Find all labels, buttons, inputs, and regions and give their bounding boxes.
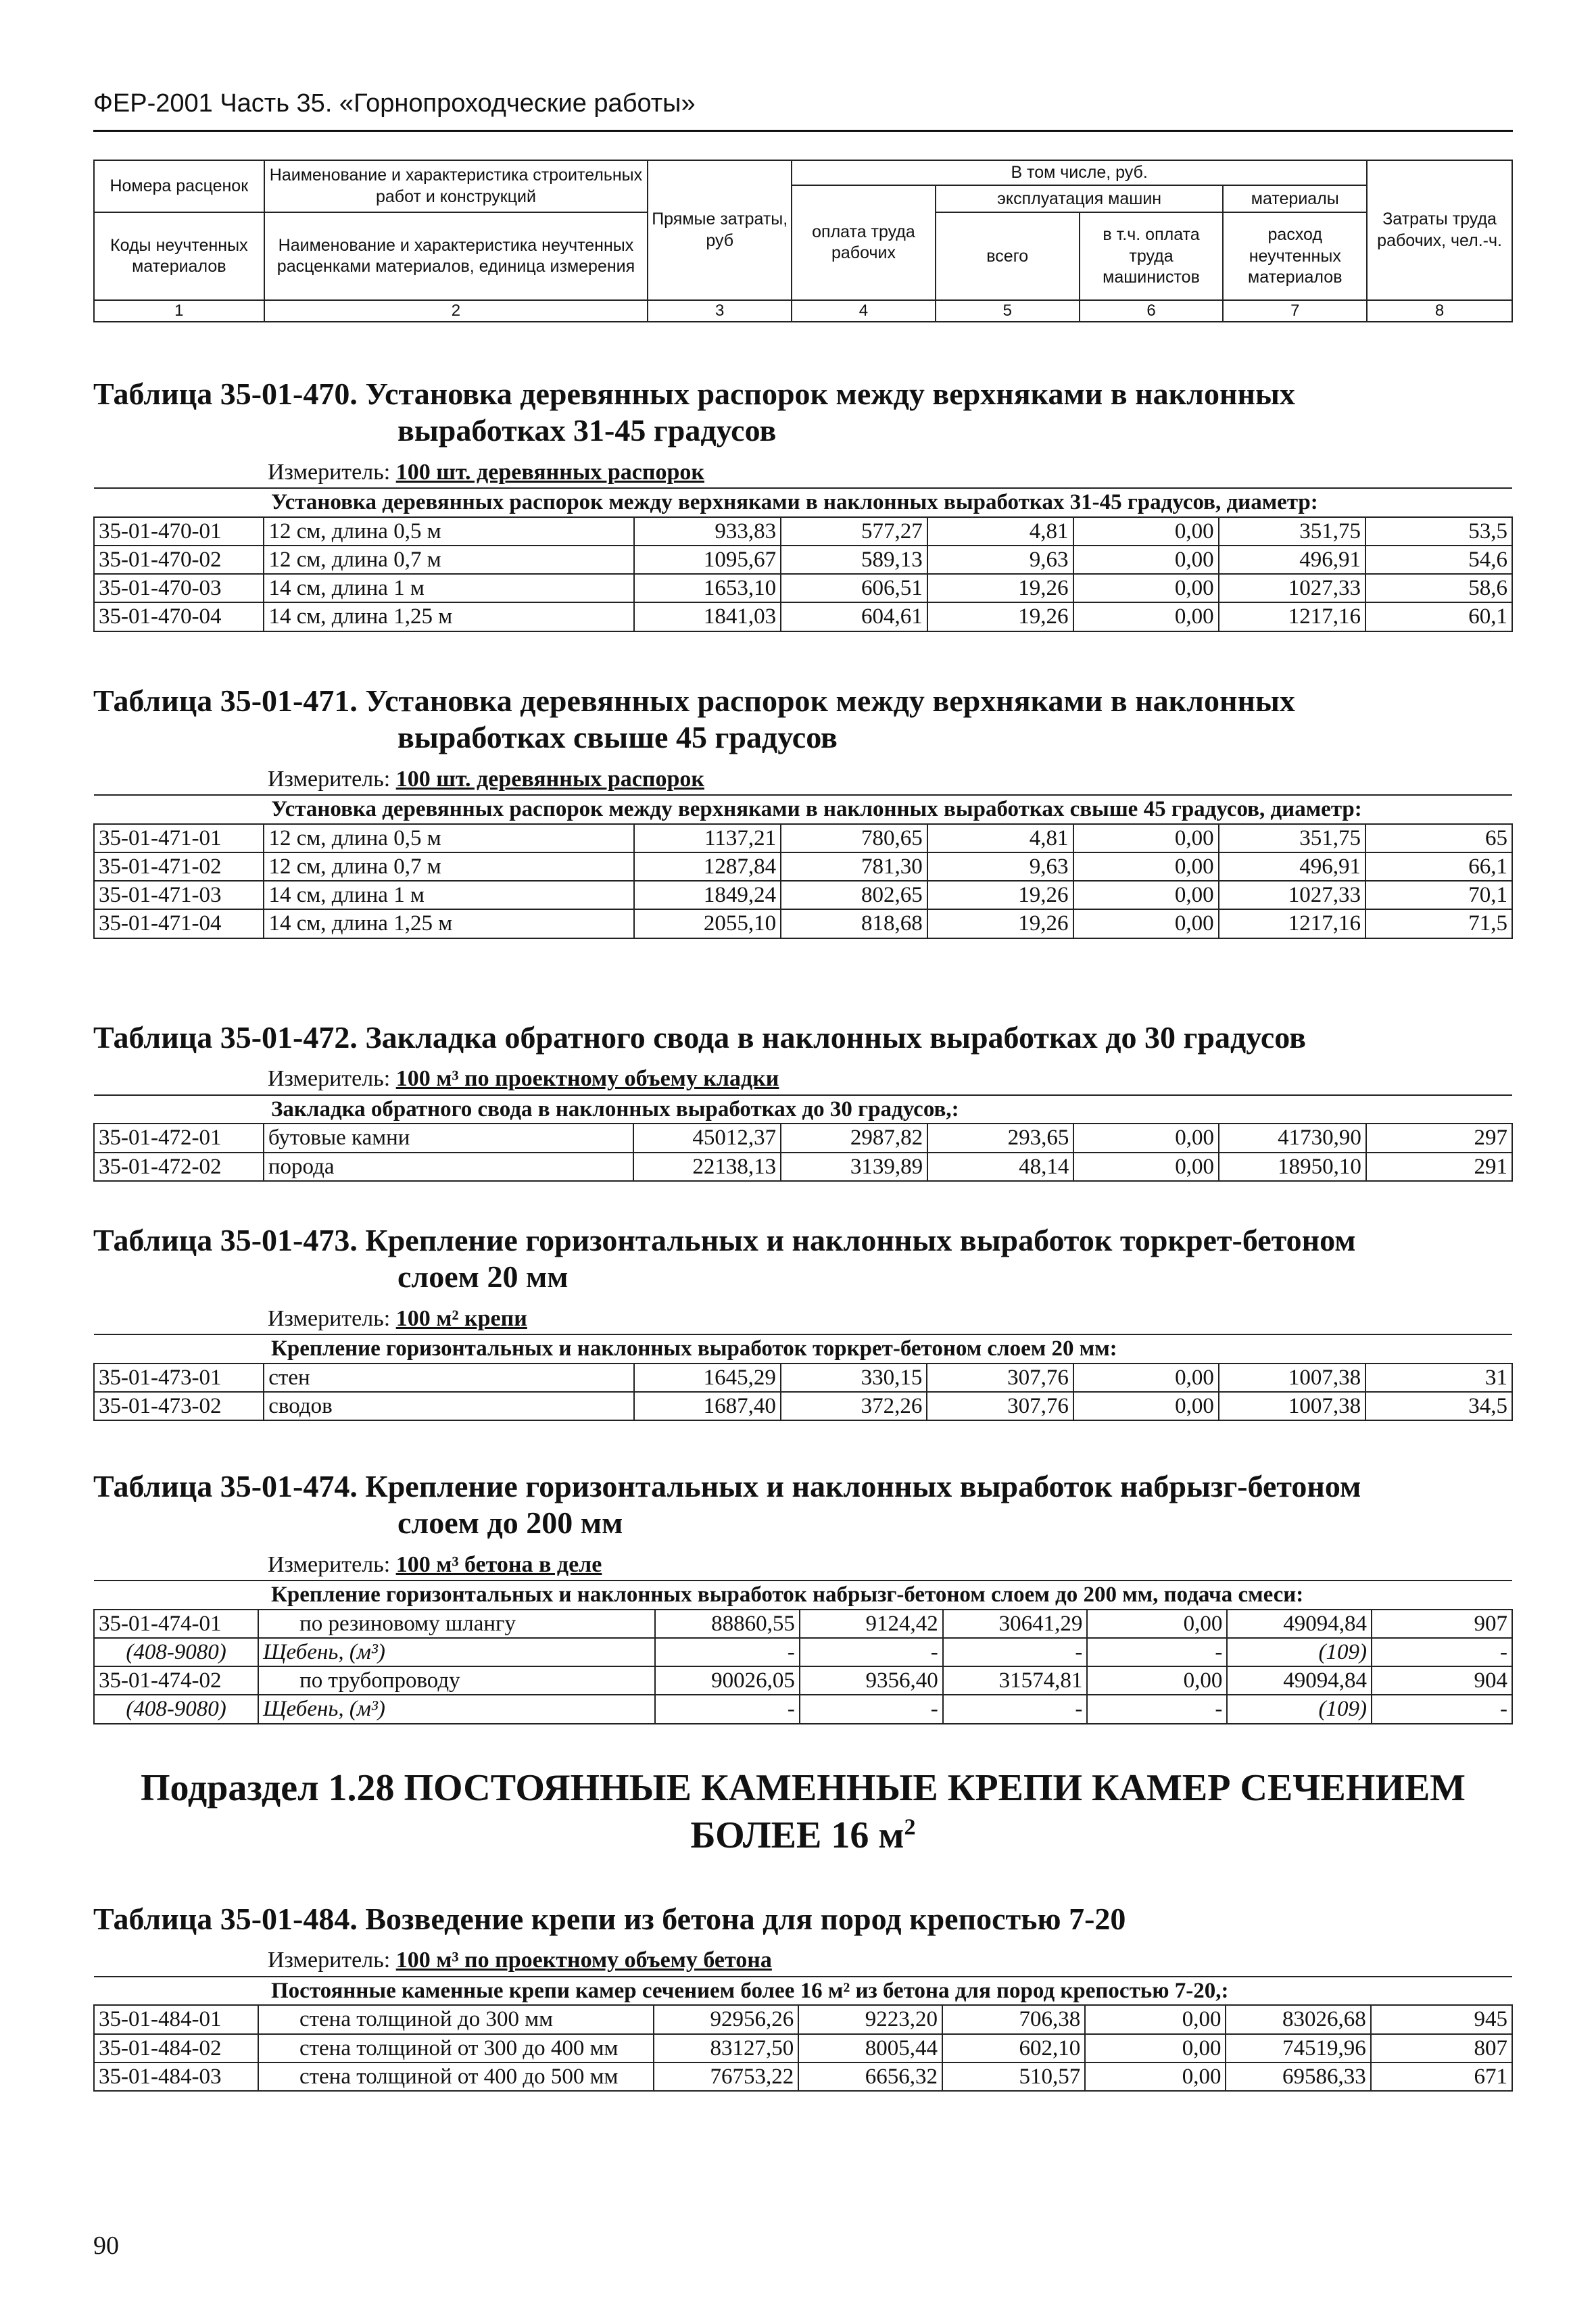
cell: стена толщиной от 300 до 400 мм — [258, 2034, 654, 2062]
cell: 35-01-484-01 — [94, 2005, 258, 2033]
subsection-line2 — [93, 1812, 1513, 1859]
measure-label: Измеритель: — [268, 766, 396, 792]
measure-line — [268, 1065, 1513, 1093]
col-num: 1 — [94, 300, 264, 322]
table-row — [94, 881, 1512, 909]
cell: 1027,33 — [1219, 881, 1365, 909]
cell: 14 см, длина 1 м — [264, 881, 633, 909]
table-row — [94, 517, 1512, 546]
cell: 88860,55 — [655, 1610, 800, 1638]
subsection-heading — [93, 1764, 1513, 1859]
table-row — [94, 2005, 1512, 2033]
col1-header-bottom: Коды неучтенных материалов — [94, 212, 264, 300]
cell: 83026,68 — [1226, 2005, 1370, 2033]
cell: 69586,33 — [1226, 2062, 1370, 2091]
cell: 0,00 — [1073, 1153, 1219, 1181]
cell: - — [800, 1638, 943, 1666]
cell: 19,26 — [927, 909, 1073, 938]
subsection-line2-sup: 2 — [904, 1814, 916, 1840]
cell: стен — [264, 1364, 633, 1392]
cell: 945 — [1371, 2005, 1512, 2033]
cell: 35-01-474-02 — [94, 1666, 258, 1695]
cell: - — [1087, 1638, 1227, 1666]
cell: бутовые камни — [264, 1124, 633, 1152]
cell: 58,6 — [1365, 574, 1512, 602]
cell: 0,00 — [1085, 2034, 1226, 2062]
measure-line — [268, 766, 1513, 794]
table-row — [94, 1610, 1512, 1638]
cell: 8005,44 — [798, 2034, 942, 2062]
cell: 48,14 — [927, 1153, 1073, 1181]
table-row — [94, 602, 1512, 631]
col8-header: Затраты труда рабочих, чел.-ч. — [1367, 160, 1512, 300]
cell: 9356,40 — [800, 1666, 943, 1695]
cell: 1137,21 — [634, 824, 781, 852]
cell: 35-01-484-02 — [94, 2034, 258, 2062]
table-row — [94, 2034, 1512, 2062]
cell: 90026,05 — [655, 1666, 800, 1695]
cell: 602,10 — [942, 2034, 1085, 2062]
rates-table — [93, 1580, 1513, 1724]
cell: 19,26 — [927, 881, 1073, 909]
running-head: ФЕР-2001 Часть 35. «Горнопроходческие работы» — [93, 89, 696, 118]
cell: 12 см, длина 0,5 м — [264, 824, 633, 852]
cell: 1841,03 — [634, 602, 781, 631]
cell: 604,61 — [781, 602, 927, 631]
cell: 12 см, длина 0,7 м — [264, 546, 633, 574]
cell: 30641,29 — [943, 1610, 1088, 1638]
cell: (109) — [1227, 1638, 1372, 1666]
cell: 0,00 — [1073, 574, 1219, 602]
cell: 60,1 — [1365, 602, 1512, 631]
table-row — [94, 909, 1512, 938]
col2-header-top: Наименование и характеристика строительных работ и конструкций — [264, 160, 648, 212]
cell: 307,76 — [927, 1392, 1073, 1420]
table-row — [94, 1666, 1512, 1695]
cell: по трубопроводу — [258, 1666, 655, 1695]
rates-table — [93, 1334, 1513, 1421]
cell: 0,00 — [1073, 909, 1219, 938]
cell: 35-01-473-02 — [94, 1392, 264, 1420]
table-number: Таблица 35-01-484. — [93, 1902, 358, 1936]
cell: - — [800, 1695, 943, 1723]
cell: 351,75 — [1219, 824, 1365, 852]
cell: 2987,82 — [781, 1124, 927, 1152]
table-number: Таблица 35-01-473. — [93, 1223, 358, 1257]
group-caption: Постоянные каменные крепи камер сечением более 16 м² из бетона для пород крепостью 7-20,: — [94, 1977, 1512, 2005]
table-section-470 — [93, 376, 1513, 632]
table-row — [94, 1392, 1512, 1420]
incl-header: В том числе, руб. — [792, 160, 1367, 185]
col2-header-bottom: Наименование и характеристика неучтенных расценками материалов, единица измерения — [264, 212, 648, 300]
cell: - — [1372, 1695, 1512, 1723]
cell: 35-01-484-03 — [94, 2062, 258, 2091]
cell: сводов — [264, 1392, 633, 1420]
group-caption: Крепление горизонтальных и наклонных выработок торкрет-бетоном слоем 20 мм: — [94, 1334, 1512, 1363]
cell: 35-01-472-02 — [94, 1153, 264, 1181]
table-row — [94, 824, 1512, 852]
cell: 14 см, длина 1,25 м — [264, 602, 633, 631]
cell: 781,30 — [781, 852, 927, 881]
col7-header: расход неучтенных материалов — [1223, 212, 1367, 300]
cell: 4,81 — [927, 517, 1073, 546]
table-row — [94, 546, 1512, 574]
materials-header: материалы — [1223, 185, 1367, 212]
cell: 0,00 — [1085, 2062, 1226, 2091]
cell: 12 см, длина 0,5 м — [264, 517, 633, 546]
cell: 74519,96 — [1226, 2034, 1370, 2062]
cell: 35-01-474-01 — [94, 1610, 258, 1638]
cell: 0,00 — [1073, 852, 1219, 881]
cell: 83127,50 — [654, 2034, 798, 2062]
col5-header: всего — [936, 212, 1080, 300]
cell: 2055,10 — [634, 909, 781, 938]
table-section-471 — [93, 683, 1513, 939]
cell: 92956,26 — [654, 2005, 798, 2033]
subsection-line1: Подраздел 1.28 ПОСТОЯННЫЕ КАМЕННЫЕ КРЕПИ КАМЕР СЕЧЕНИЕМ — [140, 1767, 1466, 1809]
table-number: Таблица 35-01-470. — [93, 377, 358, 411]
col1-header-top: Номера расценок — [94, 160, 264, 212]
group-caption: Установка деревянных распорок между верхняками в наклонных выработках свыше 45 градусов, диаметр: — [94, 795, 1512, 823]
cell: 1645,29 — [634, 1364, 781, 1392]
cell: 35-01-471-02 — [94, 852, 264, 881]
cell: 0,00 — [1073, 1364, 1219, 1392]
measure-value: 100 м³ бетона в деле — [395, 1551, 602, 1577]
cell: 49094,84 — [1227, 1610, 1372, 1638]
cell: - — [655, 1638, 800, 1666]
table-title — [93, 1019, 1513, 1056]
page-number: 90 — [93, 2231, 119, 2260]
cell: 22138,13 — [633, 1153, 781, 1181]
cell: 14 см, длина 1,25 м — [264, 909, 633, 938]
cell: 0,00 — [1073, 517, 1219, 546]
measure-label: Измеритель: — [268, 1066, 396, 1092]
cell: - — [655, 1695, 800, 1723]
cell: 0,00 — [1073, 602, 1219, 631]
cell: 4,81 — [927, 824, 1073, 852]
cell: 19,26 — [927, 574, 1073, 602]
cell: - — [943, 1695, 1088, 1723]
measure-label: Измеритель: — [268, 1948, 396, 1973]
cell: 31 — [1365, 1364, 1512, 1392]
cell: (408-9080) — [94, 1638, 258, 1666]
cell: - — [943, 1638, 1088, 1666]
cell: 35-01-470-02 — [94, 546, 264, 574]
table-row — [94, 2062, 1512, 2091]
cell: 589,13 — [781, 546, 927, 574]
table-section-474 — [93, 1468, 1513, 1724]
cell: 35-01-471-03 — [94, 881, 264, 909]
cell: 35-01-471-01 — [94, 824, 264, 852]
cell: 1217,16 — [1219, 909, 1365, 938]
cell: 70,1 — [1365, 881, 1512, 909]
cell: 291 — [1366, 1153, 1512, 1181]
col-num: 2 — [264, 300, 648, 322]
cell: 496,91 — [1219, 546, 1365, 574]
table-name-line2: выработках свыше 45 градусов — [397, 720, 838, 755]
cell: 780,65 — [781, 824, 927, 852]
measure-value: 100 м³ по проектному объему бетона — [395, 1948, 772, 1973]
col-num: 7 — [1223, 300, 1367, 322]
table-title — [93, 376, 1513, 450]
cell: 0,00 — [1073, 1124, 1219, 1152]
cell: 706,38 — [942, 2005, 1085, 2033]
cell: 933,83 — [634, 517, 781, 546]
cell: 1007,38 — [1219, 1364, 1365, 1392]
col-num: 5 — [936, 300, 1080, 322]
rates-table — [93, 794, 1513, 938]
cell: 71,5 — [1365, 909, 1512, 938]
cell: 904 — [1372, 1666, 1512, 1695]
cell: (408-9080) — [94, 1695, 258, 1723]
table-name-line2: выработках 31-45 градусов — [397, 413, 777, 448]
cell: 496,91 — [1219, 852, 1365, 881]
cell: 41730,90 — [1219, 1124, 1366, 1152]
cell: 35-01-470-01 — [94, 517, 264, 546]
cell: 1287,84 — [634, 852, 781, 881]
table-name-line1: Закладка обратного свода в наклонных выработках до 30 градусов — [365, 1020, 1306, 1055]
col-num: 3 — [648, 300, 792, 322]
cell: 12 см, длина 0,7 м — [264, 852, 633, 881]
cell: - — [1372, 1638, 1512, 1666]
cell: 31574,81 — [943, 1666, 1088, 1695]
cell: стена толщиной от 400 до 500 мм — [258, 2062, 654, 2091]
cell: 9,63 — [927, 546, 1073, 574]
col-num: 4 — [792, 300, 936, 322]
header-rule — [93, 130, 1513, 132]
table-title — [93, 1222, 1513, 1296]
cell: 49094,84 — [1227, 1666, 1372, 1695]
cell: по резиновому шлангу — [258, 1610, 655, 1638]
table-name-line1: Установка деревянных распорок между верхняками в наклонных — [365, 377, 1295, 411]
cell: 65 — [1365, 824, 1512, 852]
measure-value: 100 шт. деревянных распорок — [395, 459, 704, 485]
table-row — [94, 1364, 1512, 1392]
table-section-473 — [93, 1222, 1513, 1421]
cell: 9124,42 — [800, 1610, 943, 1638]
table-number: Таблица 35-01-472. — [93, 1020, 358, 1055]
cell: 54,6 — [1365, 546, 1512, 574]
table-row — [94, 574, 1512, 602]
table-row — [94, 1153, 1512, 1181]
cell: 0,00 — [1087, 1666, 1227, 1695]
cell: 0,00 — [1073, 546, 1219, 574]
cell: 330,15 — [781, 1364, 927, 1392]
cell: 297 — [1366, 1124, 1512, 1152]
cell: 606,51 — [781, 574, 927, 602]
cell: 34,5 — [1365, 1392, 1512, 1420]
measure-label: Измеритель: — [268, 1305, 396, 1331]
cell: 0,00 — [1073, 824, 1219, 852]
cell: 3139,89 — [781, 1153, 927, 1181]
machines-header: эксплуатация машин — [936, 185, 1224, 212]
rates-table — [93, 487, 1513, 631]
measure-line — [268, 1947, 1513, 1975]
cell: 35-01-471-04 — [94, 909, 264, 938]
rates-table — [93, 1976, 1513, 2092]
table-section-472 — [93, 1019, 1513, 1182]
cell: (109) — [1227, 1695, 1372, 1723]
measure-line — [268, 459, 1513, 487]
col4-header: оплата труда рабочих — [792, 185, 936, 300]
table-title — [93, 1468, 1513, 1542]
table-row — [94, 1124, 1512, 1152]
table-section-484 — [93, 1901, 1513, 2092]
cell: 6656,32 — [798, 2062, 942, 2091]
table-row — [94, 1695, 1512, 1723]
table-name-line1: Крепление горизонтальных и наклонных выработок набрызг-бетоном — [365, 1469, 1361, 1503]
cell: 14 см, длина 1 м — [264, 574, 633, 602]
column-header-table — [93, 160, 1513, 322]
cell: 9,63 — [927, 852, 1073, 881]
cell: порода — [264, 1153, 633, 1181]
cell: 1095,67 — [634, 546, 781, 574]
col3-header: Прямые затраты, руб — [648, 160, 792, 300]
cell: 45012,37 — [633, 1124, 781, 1152]
cell: 1027,33 — [1219, 574, 1365, 602]
table-number: Таблица 35-01-474. — [93, 1469, 358, 1503]
cell: 0,00 — [1087, 1610, 1227, 1638]
cell: 1007,38 — [1219, 1392, 1365, 1420]
measure-line — [268, 1551, 1513, 1579]
cell: 76753,22 — [654, 2062, 798, 2091]
cell: Щебень, (м³) — [258, 1638, 655, 1666]
subsection-line2-text: БОЛЕЕ 16 м — [690, 1814, 904, 1856]
cell: 35-01-470-04 — [94, 602, 264, 631]
cell: 351,75 — [1219, 517, 1365, 546]
measure-value: 100 м³ по проектному объему кладки — [395, 1066, 779, 1092]
col6-header: в т.ч. оплата труда машинистов — [1080, 212, 1224, 300]
cell: 372,26 — [781, 1392, 927, 1420]
table-row — [94, 1638, 1512, 1666]
table-name-line1: Крепление горизонтальных и наклонных выработок торкрет-бетоном — [365, 1223, 1356, 1257]
table-name-line2: слоем 20 мм — [397, 1259, 569, 1295]
cell: 577,27 — [781, 517, 927, 546]
cell: 19,26 — [927, 602, 1073, 631]
cell: 53,5 — [1365, 517, 1512, 546]
cell: 35-01-470-03 — [94, 574, 264, 602]
cell: 35-01-472-01 — [94, 1124, 264, 1152]
table-name-line2: слоем до 200 мм — [397, 1505, 623, 1541]
cell: 0,00 — [1073, 1392, 1219, 1420]
cell: 1217,16 — [1219, 602, 1365, 631]
col-num: 6 — [1080, 300, 1224, 322]
cell: 1653,10 — [634, 574, 781, 602]
cell: 671 — [1371, 2062, 1512, 2091]
table-title — [93, 683, 1513, 756]
cell: 0,00 — [1073, 881, 1219, 909]
cell: 66,1 — [1365, 852, 1512, 881]
measure-value: 100 шт. деревянных распорок — [395, 766, 704, 792]
cell: 293,65 — [927, 1124, 1073, 1152]
group-caption: Установка деревянных распорок между верхняками в наклонных выработках 31-45 градусов, диаметр: — [94, 488, 1512, 516]
cell: 807 — [1371, 2034, 1512, 2062]
cell: 510,57 — [942, 2062, 1085, 2091]
measure-value: 100 м² крепи — [395, 1305, 527, 1331]
table-number: Таблица 35-01-471. — [93, 683, 358, 718]
cell: - — [1087, 1695, 1227, 1723]
cell: Щебень, (м³) — [258, 1695, 655, 1723]
cell: 0,00 — [1085, 2005, 1226, 2033]
group-caption: Закладка обратного свода в наклонных выработках до 30 градусов,: — [94, 1095, 1512, 1124]
cell: 1849,24 — [634, 881, 781, 909]
cell: 1687,40 — [634, 1392, 781, 1420]
cell: 9223,20 — [798, 2005, 942, 2033]
measure-label: Измеритель: — [268, 1551, 396, 1577]
group-caption: Крепление горизонтальных и наклонных выработок набрызг-бетоном слоем до 200 мм, подача смеси: — [94, 1581, 1512, 1609]
cell: 818,68 — [781, 909, 927, 938]
col-num: 8 — [1367, 300, 1512, 322]
cell: 307,76 — [927, 1364, 1073, 1392]
cell: 35-01-473-01 — [94, 1364, 264, 1392]
measure-line — [268, 1305, 1513, 1333]
cell: 18950,10 — [1219, 1153, 1366, 1181]
rates-table — [93, 1094, 1513, 1182]
table-title — [93, 1901, 1513, 1937]
table-name-line1: Возведение крепи из бетона для пород крепостью 7-20 — [365, 1902, 1126, 1936]
cell: стена толщиной до 300 мм — [258, 2005, 654, 2033]
measure-label: Измеритель: — [268, 459, 396, 485]
cell: 802,65 — [781, 881, 927, 909]
table-name-line1: Установка деревянных распорок между верхняками в наклонных — [365, 683, 1295, 718]
table-row — [94, 852, 1512, 881]
cell: 907 — [1372, 1610, 1512, 1638]
